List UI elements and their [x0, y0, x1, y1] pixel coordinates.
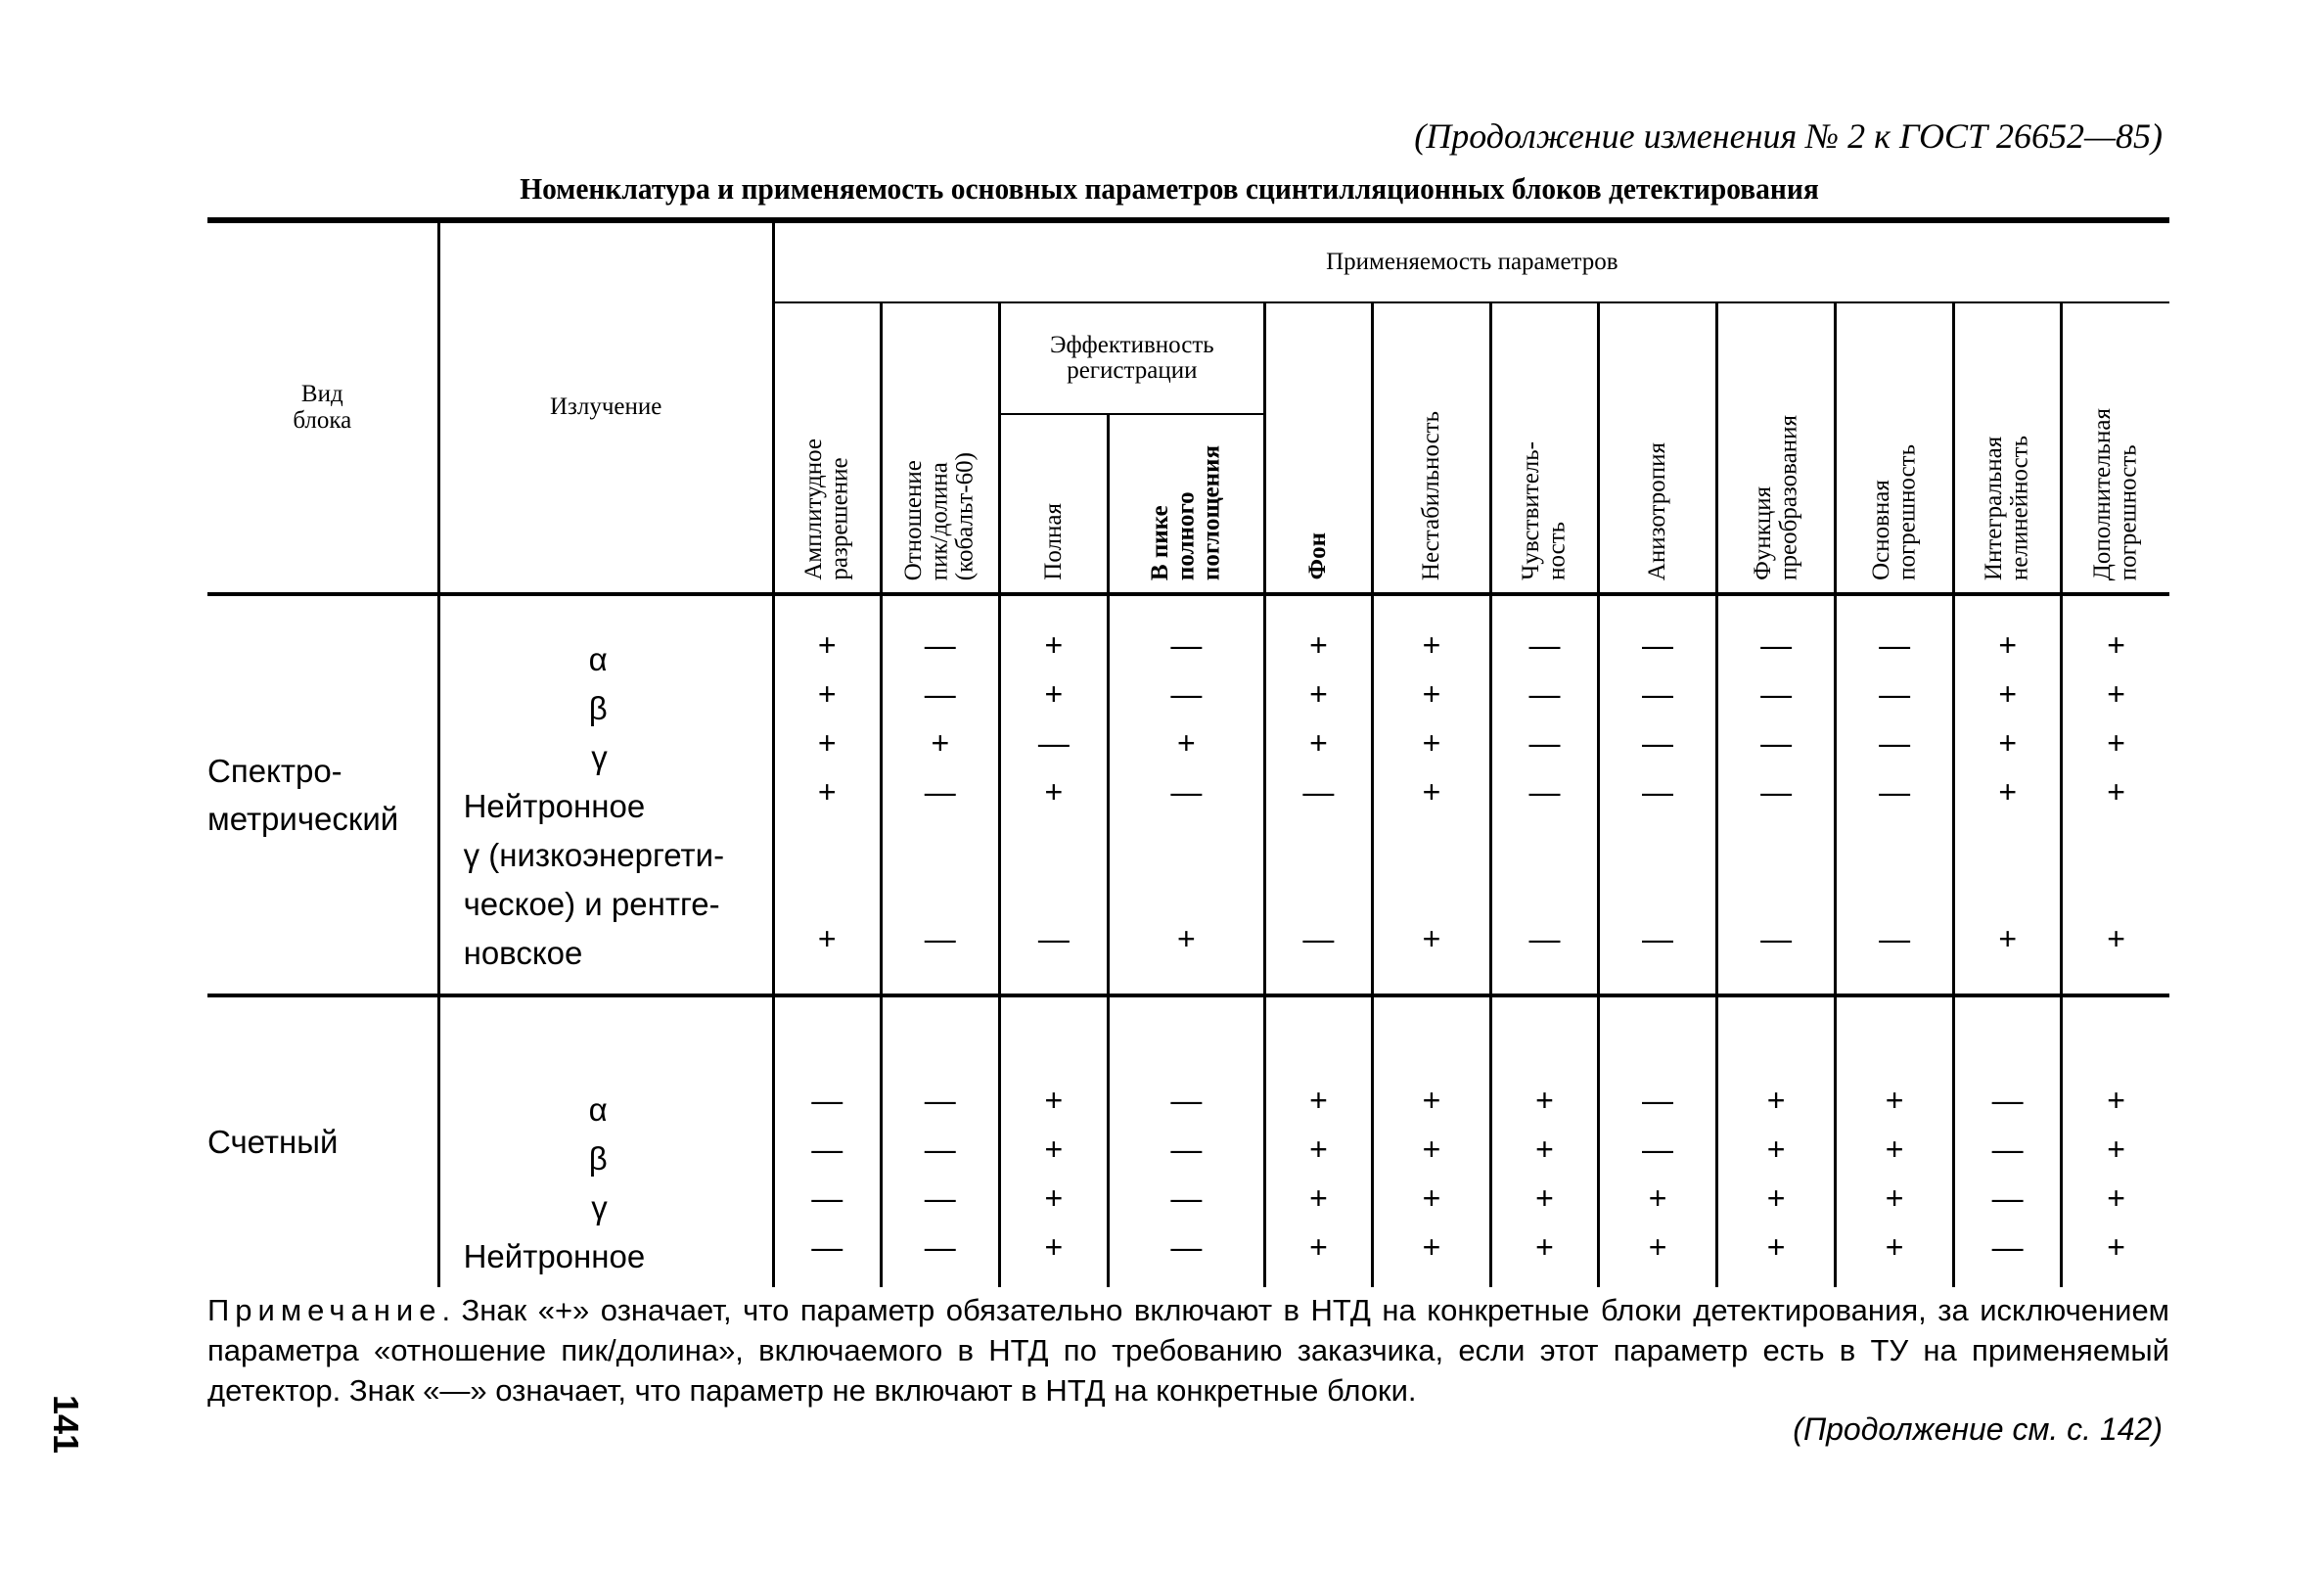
- param-value: —: [1170, 1083, 1203, 1118]
- param-value: —: [1991, 1083, 2024, 1118]
- param-value: +: [1044, 1132, 1064, 1167]
- header-param: Амплитудное разрешение: [773, 302, 881, 594]
- param-value: +: [1998, 921, 2018, 956]
- param-value: —: [1170, 1180, 1203, 1216]
- header-param: Интегральная нелинейность: [1954, 302, 2062, 594]
- header-param: В пике полного поглощения: [1108, 414, 1264, 594]
- param-value: —: [1879, 627, 1911, 663]
- param-value: +: [2107, 921, 2125, 956]
- param-value: +: [1766, 1229, 1786, 1265]
- param-value: —: [1642, 921, 1674, 956]
- radiation-label: β: [588, 1140, 608, 1177]
- param-value: —: [1170, 774, 1203, 809]
- continuation-footer: (Продолжение см. с. 142): [1793, 1411, 2163, 1447]
- param-value: +: [1998, 627, 2018, 663]
- value-column: [1490, 594, 1598, 995]
- value-column: [1108, 594, 1264, 995]
- note-label: Примечание: [207, 1293, 442, 1327]
- radiation-label: Нейтронное: [463, 788, 646, 824]
- table-section: [207, 594, 2169, 995]
- param-value: +: [1044, 627, 1064, 663]
- radiation-cell: [438, 594, 773, 995]
- param-value: +: [1766, 1132, 1786, 1167]
- param-value: —: [924, 774, 956, 809]
- param-value: +: [931, 725, 950, 761]
- value-column: [881, 594, 999, 995]
- param-value: —: [811, 1229, 843, 1265]
- param-value: —: [1170, 1132, 1203, 1167]
- param-value: —: [924, 1132, 956, 1167]
- param-value: —: [1302, 921, 1335, 956]
- block-type-cell: Спектро- метрический: [207, 594, 438, 995]
- param-value: —: [1528, 676, 1561, 712]
- value-column: [999, 995, 1108, 1287]
- value-column: [1108, 995, 1264, 1287]
- param-value: +: [1422, 774, 1441, 809]
- header-param: Полная: [999, 414, 1108, 594]
- header-param: Чувствитель- ность: [1490, 302, 1598, 594]
- param-value: +: [1998, 676, 2018, 712]
- param-value: +: [1309, 1083, 1328, 1118]
- param-value: —: [1170, 676, 1203, 712]
- header-param: Дополнительная погрешность: [2062, 302, 2169, 594]
- param-value: —: [1170, 1229, 1203, 1265]
- param-value: —: [1760, 676, 1793, 712]
- param-value: —: [1302, 774, 1335, 809]
- header-param: Нестабильность: [1372, 302, 1490, 594]
- value-column: [999, 594, 1108, 995]
- param-value: +: [1044, 1180, 1064, 1216]
- header-param: Анизотропия: [1599, 302, 1717, 594]
- param-value: +: [2107, 627, 2125, 663]
- param-value: +: [1309, 676, 1328, 712]
- header-param: Отношение пик/долина (кобальт-60): [881, 302, 999, 594]
- param-value: —: [811, 1180, 843, 1216]
- param-value: —: [1760, 921, 1793, 956]
- param-value: +: [1422, 627, 1441, 663]
- header-efficiency-group: Эффективность регистрации: [999, 302, 1264, 414]
- param-value: +: [1648, 1229, 1667, 1265]
- param-value: +: [1535, 1229, 1554, 1265]
- param-value: +: [1309, 627, 1328, 663]
- param-value: +: [1309, 1229, 1328, 1265]
- param-value: —: [1170, 627, 1203, 663]
- param-value: +: [1766, 1083, 1786, 1118]
- value-column: [1264, 594, 1372, 995]
- param-value: —: [1642, 1083, 1674, 1118]
- param-value: +: [1177, 725, 1196, 761]
- param-value: +: [1044, 1083, 1064, 1118]
- param-value: +: [1422, 1132, 1441, 1167]
- value-column: [1490, 995, 1598, 1287]
- param-value: +: [1885, 1083, 1904, 1118]
- param-value: +: [1885, 1229, 1904, 1265]
- param-value: +: [1998, 774, 2018, 809]
- header-radiation: Излучение: [438, 223, 773, 594]
- param-value: +: [1044, 676, 1064, 712]
- param-value: +: [1422, 676, 1441, 712]
- radiation-label: α: [588, 641, 608, 677]
- param-value: +: [1422, 725, 1441, 761]
- param-value: +: [1177, 921, 1196, 956]
- param-value: +: [1309, 1132, 1328, 1167]
- header-param: Функция преобразования: [1717, 302, 1836, 594]
- radiation-label: β: [588, 690, 608, 726]
- param-value: —: [924, 921, 956, 956]
- param-value: +: [1044, 1229, 1064, 1265]
- param-value: —: [1879, 676, 1911, 712]
- table-title: Номенклатура и применяемость основных параметров сцинтилляционных блоков детектирования: [520, 171, 1819, 206]
- value-column: [1372, 995, 1490, 1287]
- param-value: —: [1642, 1132, 1674, 1167]
- radiation-cell: [438, 995, 773, 1287]
- param-value: +: [817, 676, 837, 712]
- param-value: —: [1760, 725, 1793, 761]
- param-value: —: [1879, 921, 1911, 956]
- param-value: +: [1044, 774, 1064, 809]
- param-value: +: [1422, 921, 1441, 956]
- param-value: —: [1528, 774, 1561, 809]
- param-value: +: [1309, 725, 1328, 761]
- radiation-label: Нейтронное: [463, 1238, 646, 1274]
- param-value: —: [811, 1083, 843, 1118]
- parameters-table: [207, 217, 2169, 1287]
- param-value: —: [1037, 725, 1070, 761]
- value-column: [773, 995, 881, 1287]
- note-text: . Знак «+» означает, что параметр обязательно включают в НТД на конкретные блоки детектирования, за исключением параметра «отношение пик/долина», включаемого в НТД по требованию заказчика, если этот параметр есть в ТУ на применяемый детектор. Знак «—» означает, что параметр не включают в НТД на конкретные блоки.: [207, 1293, 2169, 1408]
- radiation-label: γ: [591, 739, 608, 775]
- value-column: [1264, 995, 1372, 1287]
- param-value: —: [1642, 676, 1674, 712]
- param-value: —: [924, 676, 956, 712]
- param-value: +: [2107, 1083, 2125, 1118]
- param-value: —: [1528, 627, 1561, 663]
- param-value: —: [1642, 774, 1674, 809]
- param-value: —: [1879, 725, 1911, 761]
- param-value: —: [1991, 1132, 2024, 1167]
- value-column: [773, 594, 881, 995]
- value-column: [1717, 594, 1836, 995]
- param-value: +: [817, 627, 837, 663]
- radiation-label: γ: [591, 1189, 608, 1225]
- value-column: [2062, 995, 2169, 1287]
- param-value: —: [1991, 1180, 2024, 1216]
- param-value: +: [1885, 1132, 1904, 1167]
- param-value: +: [1648, 1180, 1667, 1216]
- param-value: +: [2107, 1180, 2125, 1216]
- value-column: [1599, 995, 1717, 1287]
- radiation-label: новское: [463, 935, 583, 971]
- param-value: +: [1422, 1083, 1441, 1118]
- param-value: —: [1879, 774, 1911, 809]
- value-column: [1836, 995, 1954, 1287]
- header-param: Фон: [1264, 302, 1372, 594]
- value-column: [1599, 594, 1717, 995]
- param-value: +: [817, 774, 837, 809]
- param-value: —: [1528, 921, 1561, 956]
- param-value: +: [1535, 1132, 1554, 1167]
- continuation-header: (Продолжение изменения № 2 к ГОСТ 26652—85): [1414, 116, 2163, 156]
- param-value: +: [1766, 1180, 1786, 1216]
- param-value: —: [1991, 1229, 2024, 1265]
- param-value: +: [817, 725, 837, 761]
- page-number: 141: [46, 1395, 86, 1455]
- value-column: [1836, 594, 1954, 995]
- param-value: +: [1422, 1180, 1441, 1216]
- table-section: [207, 995, 2169, 1287]
- param-value: +: [817, 921, 837, 956]
- param-value: —: [924, 1180, 956, 1216]
- param-value: +: [1535, 1083, 1554, 1118]
- radiation-label: ческое) и рентге-: [463, 886, 720, 922]
- value-column: [2062, 594, 2169, 995]
- param-value: —: [1037, 921, 1070, 956]
- header-block-type: Вид блока: [207, 223, 438, 594]
- param-value: —: [924, 627, 956, 663]
- param-value: +: [2107, 725, 2125, 761]
- param-value: +: [1535, 1180, 1554, 1216]
- param-value: +: [1422, 1229, 1441, 1265]
- param-value: —: [1642, 725, 1674, 761]
- param-value: +: [2107, 1132, 2125, 1167]
- param-value: —: [1642, 627, 1674, 663]
- param-value: —: [811, 1132, 843, 1167]
- param-value: +: [1309, 1180, 1328, 1216]
- value-column: [1954, 995, 2062, 1287]
- radiation-label: γ (низкоэнергети-: [463, 837, 725, 873]
- param-value: +: [1885, 1180, 1904, 1216]
- value-column: [1372, 594, 1490, 995]
- value-column: [881, 995, 999, 1287]
- table-note: [207, 1290, 2169, 1410]
- radiation-label: α: [588, 1091, 608, 1128]
- param-value: —: [1528, 725, 1561, 761]
- param-value: +: [2107, 774, 2125, 809]
- header-param: Основная погрешность: [1836, 302, 1954, 594]
- header-params-group: Применяемость параметров: [773, 223, 2169, 302]
- block-type-cell: Счетный: [207, 1124, 339, 1161]
- param-value: —: [924, 1083, 956, 1118]
- param-value: —: [1760, 774, 1793, 809]
- param-value: —: [924, 1229, 956, 1265]
- value-column: [1954, 594, 2062, 995]
- value-column: [1717, 995, 1836, 1287]
- param-value: +: [2107, 676, 2125, 712]
- param-value: —: [1760, 627, 1793, 663]
- param-value: +: [1998, 725, 2018, 761]
- param-value: +: [2107, 1229, 2125, 1265]
